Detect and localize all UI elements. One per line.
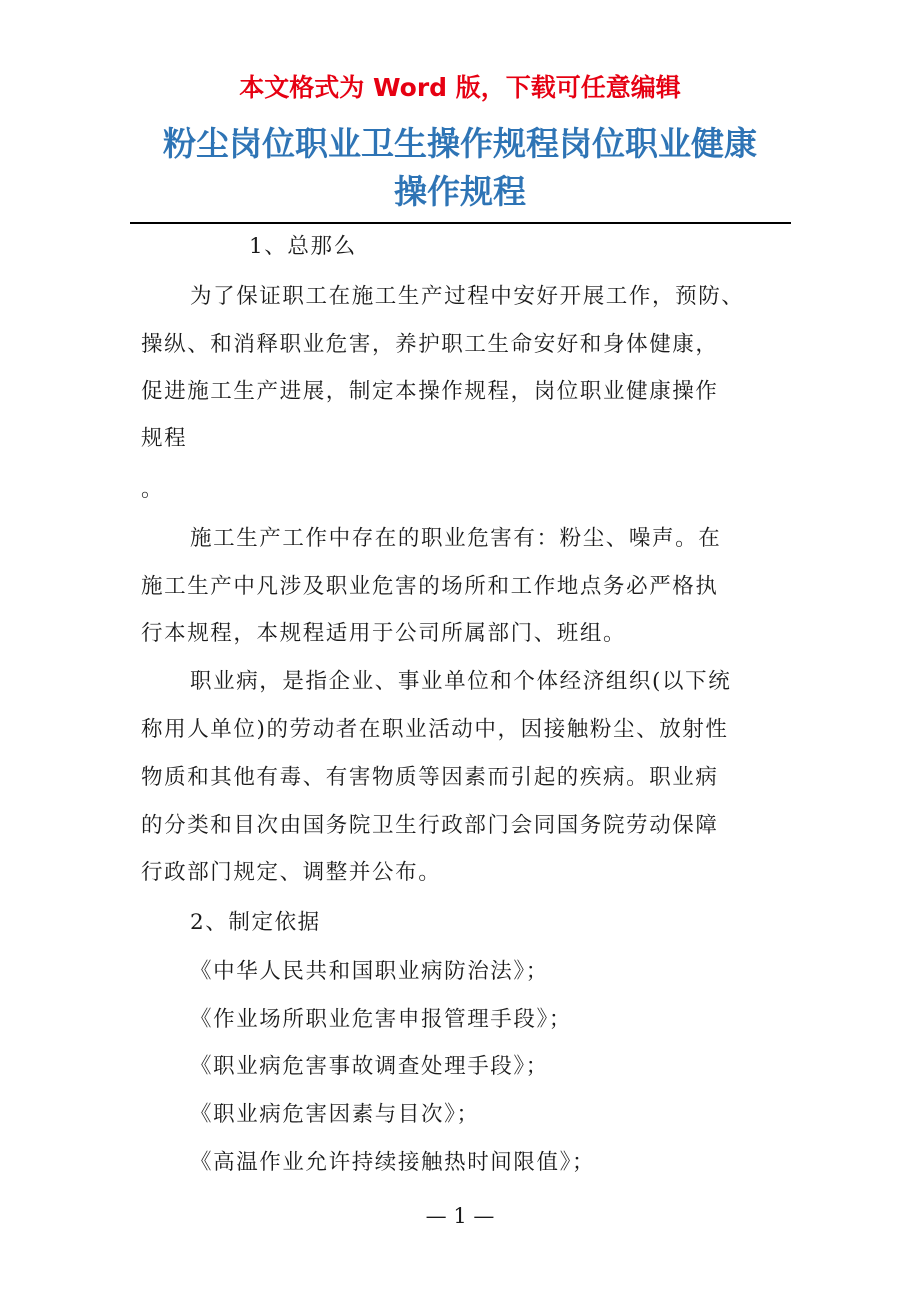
reference-item: 《职业病危害因素与目次》； <box>190 1102 480 1127</box>
download-banner: 本文格式为 Word 版，下载可任意编辑 <box>239 73 681 102</box>
paragraph-3-line: 的分类和目次由国务院卫生行政部门会同国务院劳动保障 <box>141 813 719 838</box>
reference-item: 《职业病危害事故调查处理手段》； <box>190 1054 549 1079</box>
section-1-heading: 1、总那么 <box>249 234 357 259</box>
paragraph-3-line: 职业病，是指企业、事业单位和个体经济组织(以下统 <box>190 669 732 694</box>
reference-item: 《作业场所职业危害申报管理手段》； <box>190 1007 572 1032</box>
paragraph-1-line: 规程 <box>141 426 188 451</box>
reference-item: 《中华人民共和国职业病防治法》； <box>190 959 549 984</box>
document-title <box>130 120 790 216</box>
paragraph-3-line: 行政部门规定、调整并公布。 <box>141 860 442 885</box>
paragraph-3-line: 称用人单位)的劳动者在职业活动中，因接触粉尘、放射性 <box>141 717 729 742</box>
paragraph-2-line: 行本规程，本规程适用于公司所属部门、班组。 <box>141 621 627 646</box>
paragraph-1-line: 促进施工生产进展，制定本操作规程，岗位职业健康操作 <box>141 379 719 404</box>
reference-item: 《高温作业允许持续接触热时间限值》； <box>190 1150 596 1175</box>
paragraph-2-line: 施工生产工作中存在的职业危害有：粉尘、噪声。在 <box>190 526 722 551</box>
page-number: — 1 — <box>425 1204 495 1228</box>
title-divider <box>130 222 791 224</box>
paragraph-1-line: 。 <box>141 477 165 502</box>
paragraph-2-line: 施工生产中凡涉及职业危害的场所和工作地点务必严格执 <box>141 574 719 599</box>
paragraph-1-line: 为了保证职工在施工生产过程中安好开展工作，预防、 <box>190 284 745 309</box>
section-2-heading: 2、制定依据 <box>190 910 321 935</box>
title-line-1: 粉尘岗位职业卫生操作规程岗位职业健康 <box>163 124 757 163</box>
paragraph-1-line: 操纵、和消释职业危害，养护职工生命安好和身体健康， <box>141 332 719 357</box>
paragraph-3-line: 物质和其他有毒、有害物质等因素而引起的疾病。职业病 <box>141 765 719 790</box>
title-line-2: 操作规程 <box>394 172 526 211</box>
